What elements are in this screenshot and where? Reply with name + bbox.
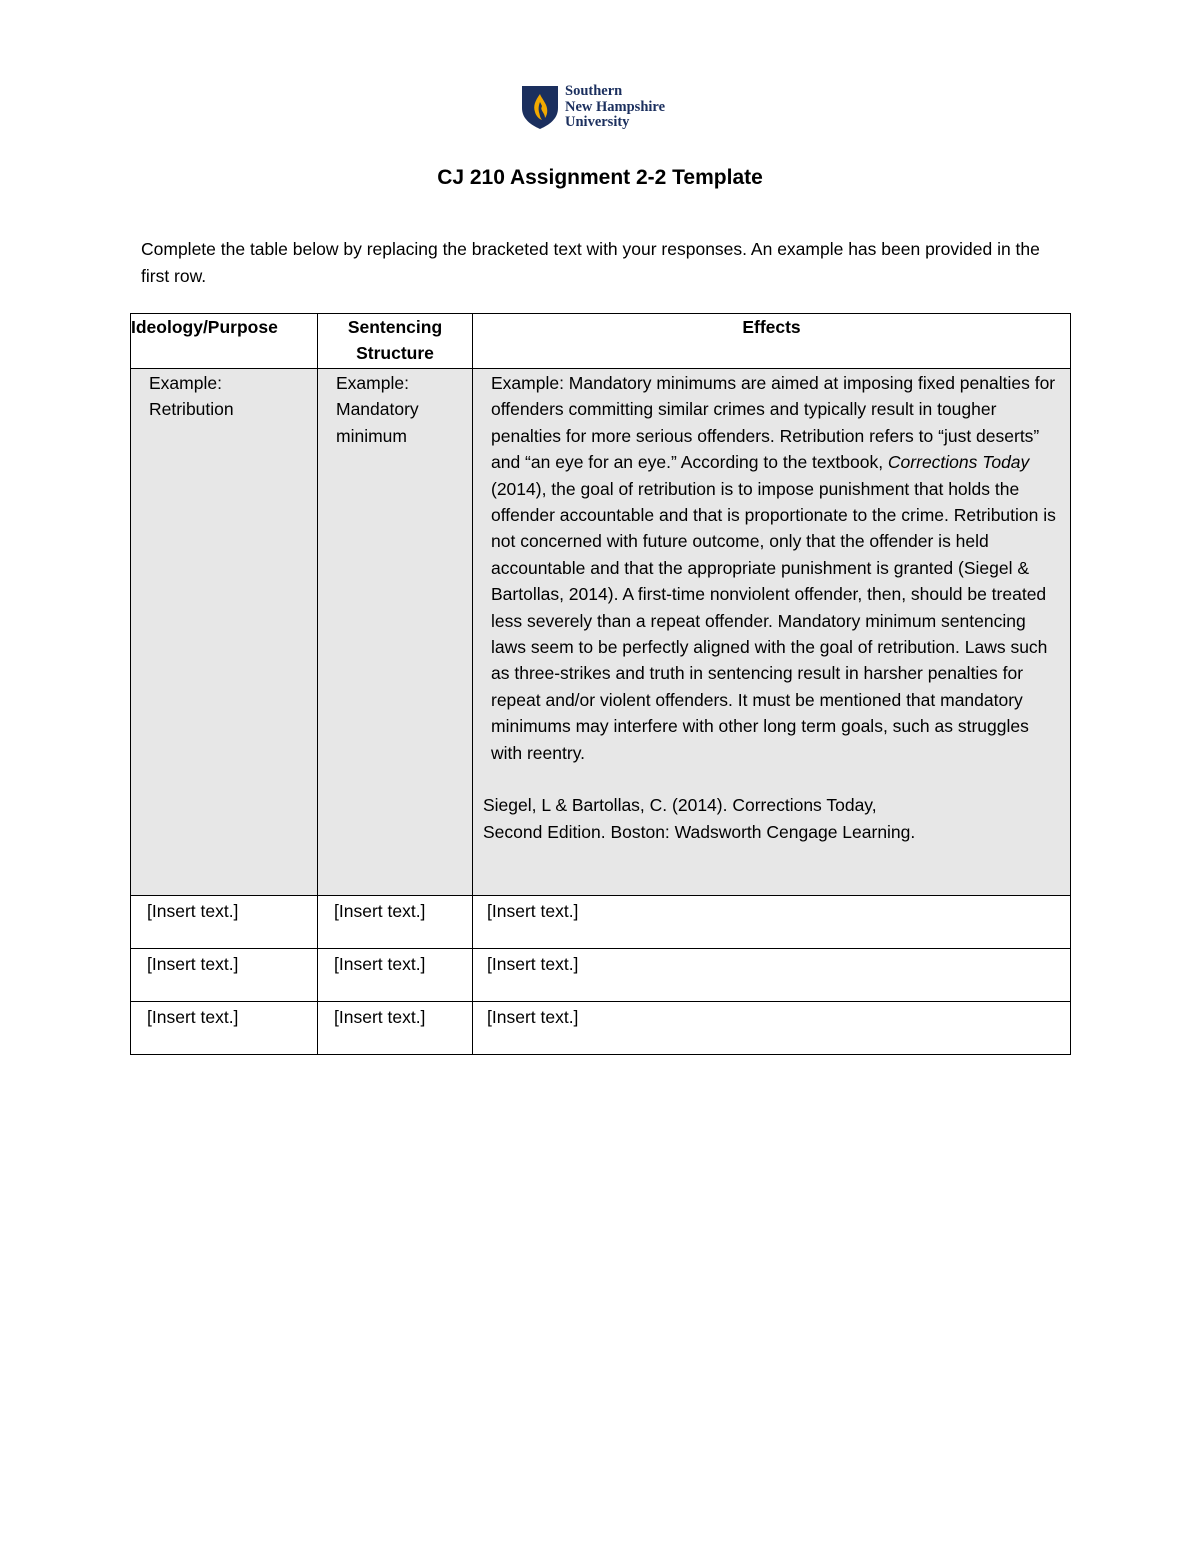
header-sentencing-line-1: Sentencing: [347, 317, 443, 337]
citation-line-2: Second Edition. Boston: Wadsworth Cengage Learning.: [483, 821, 916, 842]
instructions-paragraph: Complete the table below by replacing the bracketed text with your responses. An example has been provided in the first row.: [141, 239, 1040, 286]
example-sentencing-value-1: Mandatory: [336, 399, 419, 420]
effects-text-part-1: Example: Mandatory minimums are aimed at imposing fixed penalties for offenders committing similar crimes and typically result in tougher penalties for more serious offenders. Retribution refers to “just deserts” and “an eye for an eye.” According to the textbook,: [491, 373, 1056, 473]
insert-effects-cell[interactable]: [473, 896, 1071, 949]
insert-sentencing-cell[interactable]: [318, 949, 473, 1002]
example-effects-text: [473, 369, 1070, 766]
header-ideology-purpose: Ideology/Purpose: [131, 314, 318, 369]
logo-line-1: Southern: [565, 83, 623, 99]
effects-text-part-2: (2014), the goal of retribution is to impose punishment that holds the offender accountable and that is proportionate to the crime. Retribution is not concerned with future outcome, only that the offender is held accountable and that the appropriate punishment is granted (Siegel & Bartollas, 2014). A first-time nonviolent offender, then, should be treated less severely than a repeat offender. Mandatory minimum sentencing laws seem to be perfectly aligned with the goal of retribution. Laws such as three-strikes and truth in sentencing result in harsher penalties for repeat and/or violent offenders. It must be mentioned that mandatory minimums may interfere with other long term goals, such as struggles with reentry.: [491, 478, 1056, 763]
placeholder-text: [Insert text.]: [147, 954, 239, 974]
placeholder-text: [Insert text.]: [147, 1007, 239, 1027]
table-header-row: [131, 314, 1071, 369]
table-row: [131, 896, 1071, 949]
placeholder-text: [Insert text.]: [147, 901, 239, 921]
logo-line-2: New Hampshire: [565, 98, 666, 115]
example-ideology-label: Example:: [149, 373, 222, 393]
example-sentencing-label: Example:: [336, 373, 409, 393]
placeholder-text: [Insert text.]: [334, 1007, 426, 1027]
insert-ideology-cell[interactable]: [131, 1002, 318, 1055]
insert-effects-cell[interactable]: [473, 949, 1071, 1002]
example-ideology-value: Retribution: [149, 399, 234, 420]
example-effects-cell[interactable]: [473, 369, 1071, 896]
assignment-table: [130, 313, 1071, 1055]
insert-ideology-cell[interactable]: [131, 896, 318, 949]
insert-sentencing-cell[interactable]: [318, 1002, 473, 1055]
placeholder-text: [Insert text.]: [334, 954, 426, 974]
placeholder-text: [Insert text.]: [487, 954, 579, 974]
header-sentencing-structure: [318, 314, 473, 369]
example-row: [131, 369, 1071, 896]
placeholder-text: [Insert text.]: [487, 901, 579, 921]
page-title: CJ 210 Assignment 2-2 Template: [437, 166, 763, 189]
table-row: [131, 949, 1071, 1002]
example-citation: [473, 792, 1070, 845]
shield-flame-icon: [521, 84, 559, 130]
placeholder-text: [Insert text.]: [334, 901, 426, 921]
insert-ideology-cell[interactable]: [131, 949, 318, 1002]
example-sentencing-cell[interactable]: [318, 369, 473, 896]
example-ideology-cell[interactable]: [131, 369, 318, 896]
insert-effects-cell[interactable]: [473, 1002, 1071, 1055]
citation-line-1: Siegel, L & Bartollas, C. (2014). Corrections Today,: [483, 795, 877, 816]
table-row: [131, 1002, 1071, 1055]
placeholder-text: [Insert text.]: [487, 1007, 579, 1027]
header-sentencing-line-2: Structure: [356, 343, 434, 364]
insert-sentencing-cell[interactable]: [318, 896, 473, 949]
header-effects: Effects: [473, 314, 1071, 369]
university-logo: [521, 84, 665, 131]
example-sentencing-value-2: minimum: [336, 425, 407, 446]
effects-book-title: Corrections Today: [887, 452, 1030, 473]
logo-line-3: University: [565, 114, 630, 130]
